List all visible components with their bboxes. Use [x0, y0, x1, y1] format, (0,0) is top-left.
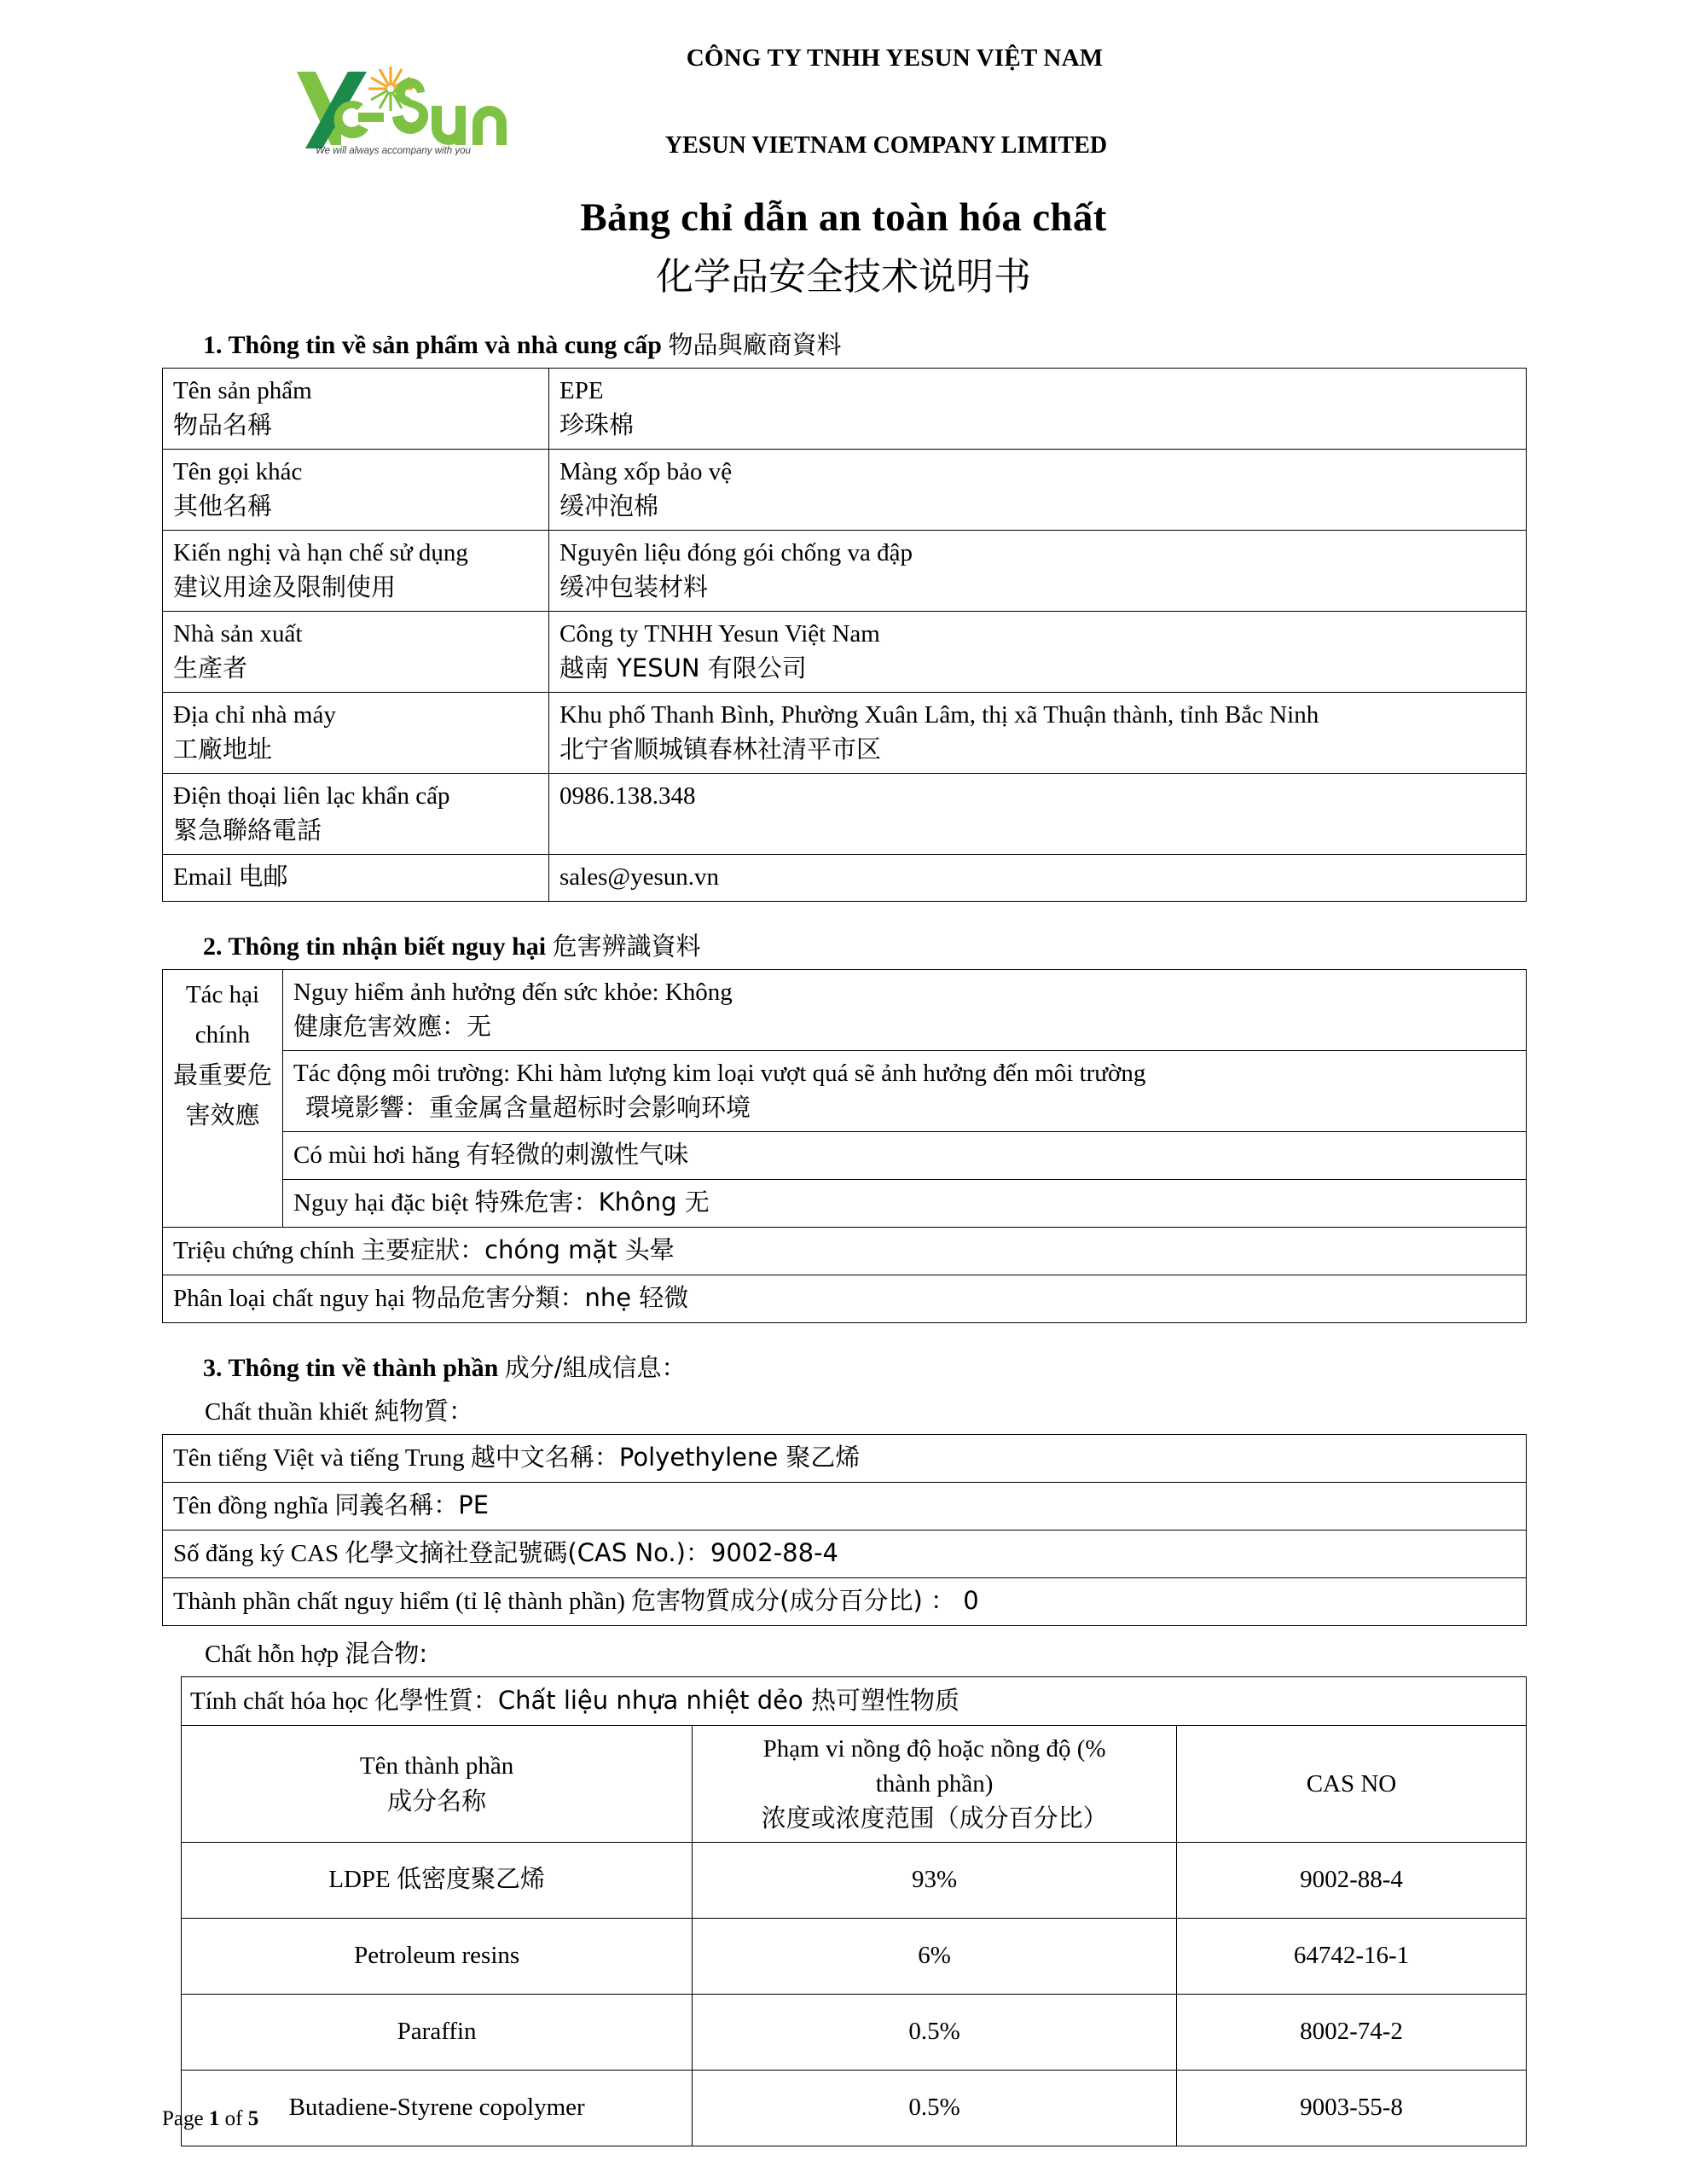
component-concentration: 0.5%	[693, 1994, 1177, 2070]
footer-page-prefix: Page	[162, 2107, 209, 2130]
label-cn: 建议用途及限制使用	[173, 572, 397, 602]
component-concentration: 6%	[693, 1918, 1177, 1994]
label-vn: Email 电邮	[173, 863, 288, 892]
document-body	[0, 326, 1687, 2146]
row-label	[163, 531, 549, 612]
col-header-name-vn: Tên thành phần	[359, 1752, 514, 1780]
row-label	[163, 450, 549, 531]
company-name-english: YESUN VIETNAM COMPANY LIMITED	[664, 132, 1108, 159]
pure-substance-heading	[205, 1392, 1527, 1427]
symptom-vn: Triệu chứng chính	[173, 1237, 355, 1265]
value-cn: 缓冲泡棉	[559, 491, 659, 521]
hazard-vn: Nguy hại đặc biệt	[293, 1189, 469, 1217]
hazard-cn: 環境影響：重金属含量超标时会影响环境	[305, 1093, 751, 1123]
table-row	[182, 2070, 1527, 2146]
value-vn: 0986.138.348	[559, 782, 696, 810]
value-vn: Khu phố Thanh Bình, Phường Xuân Lâm, thị xã Thuận thành, tỉnh Bắc Ninh	[559, 701, 1319, 729]
table-row	[182, 1918, 1527, 1994]
component-concentration: 0.5%	[693, 2070, 1177, 2146]
value-vn: EPE	[559, 377, 604, 404]
hazard-cell	[283, 1051, 1527, 1132]
pure-substance-table	[162, 1434, 1527, 1626]
table-row	[163, 612, 1527, 693]
mixture-table	[181, 1676, 1527, 2146]
section-3-heading	[203, 1349, 1527, 1384]
row-label	[163, 369, 549, 450]
footer-page-total: 5	[247, 2107, 259, 2130]
value-cn: 缓冲包装材料	[559, 572, 709, 602]
hazard-vn: Tác động môi trường: Khi hàm lượng kim loại vượt quá sẽ ảnh hưởng đến môi trường	[293, 1060, 1146, 1088]
label-vn: Điện thoại liên lạc khẩn cấp	[173, 782, 450, 810]
section-2-table	[162, 969, 1527, 1323]
col-header-cas: CAS NO	[1176, 1725, 1526, 1842]
pure-substance-heading-vn: Chất thuần khiết	[205, 1398, 368, 1426]
row-value	[549, 612, 1527, 693]
page-footer	[162, 2107, 258, 2131]
label-vn: Nhà sản xuất	[173, 620, 303, 648]
pure-row-cn: 越中文名稱：Polyethylene 聚乙烯	[470, 1443, 861, 1472]
value-vn: Công ty TNHH Yesun Việt Nam	[559, 620, 880, 648]
pure-substance-heading-cn: 純物質：	[374, 1397, 473, 1426]
table-row	[163, 855, 1527, 902]
table-row	[163, 1578, 1527, 1626]
row-label	[163, 774, 549, 855]
section-1-heading-cn: 物品與廠商資料	[668, 330, 842, 359]
row-value	[549, 531, 1527, 612]
table-row	[163, 1531, 1527, 1578]
table-row	[163, 1051, 1527, 1132]
hazard-cn: 特殊危害：Không 无	[474, 1188, 710, 1217]
hazard-cell	[283, 1180, 1527, 1228]
pure-row-cn: 同義名稱：PE	[334, 1490, 490, 1520]
row-value	[549, 774, 1527, 855]
component-name: Butadiene-Styrene copolymer	[182, 2070, 693, 2146]
value-cn: 北宁省顺城镇春林社清平市区	[559, 735, 882, 764]
side-label-line-1: Tác hại	[185, 981, 260, 1009]
classification-vn: Phân loại chất nguy hại	[173, 1285, 406, 1313]
component-cas: 9002-88-4	[1176, 1842, 1526, 1918]
pure-row-cn: 危害物質成分(成分百分比) ： 0	[631, 1586, 979, 1616]
mixture-property-vn: Tính chất hóa học	[190, 1687, 368, 1716]
table-row	[182, 1842, 1527, 1918]
component-cas: 64742-16-1	[1176, 1918, 1526, 1994]
table-header-row	[182, 1725, 1527, 1842]
pure-row-vn: Tên đồng nghĩa	[173, 1492, 329, 1520]
table-row	[163, 531, 1527, 612]
table-row	[163, 1228, 1527, 1275]
col-header-conc-vn-2: thành phần)	[875, 1769, 994, 1798]
label-vn: Địa chỉ nhà máy	[173, 701, 336, 729]
col-header-conc-cn: 浓度或浓度范围（成分百分比）	[761, 1804, 1108, 1833]
component-name: LDPE 低密度聚乙烯	[182, 1842, 693, 1918]
value-vn: Nguyên liệu đóng gói chống va đập	[559, 539, 913, 567]
table-row	[163, 774, 1527, 855]
hazard-cn: 健康危害效應：无	[293, 1012, 492, 1042]
hazard-cell	[283, 1132, 1527, 1180]
mixture-property-row	[182, 1677, 1527, 1726]
side-label-line-2: chính	[194, 1021, 251, 1049]
value-vn: sales@yesun.vn	[559, 863, 719, 892]
side-label-line-3: 最重要危	[172, 1060, 272, 1090]
section-2-heading-cn: 危害辨識資料	[552, 932, 701, 961]
component-concentration: 93%	[693, 1842, 1177, 1918]
component-name: Paraffin	[182, 1994, 693, 2070]
table-row	[163, 450, 1527, 531]
hazard-cell	[283, 970, 1527, 1051]
symptom-cn: 主要症狀：chóng mặt 头晕	[361, 1235, 675, 1265]
mixture-heading-cn: 混合物:	[345, 1639, 428, 1669]
value-vn: Màng xốp bảo vệ	[559, 458, 733, 486]
table-row	[163, 369, 1527, 450]
table-row	[163, 1435, 1527, 1483]
table-row	[163, 1180, 1527, 1228]
label-vn: Tên gọi khác	[173, 458, 303, 486]
footer-page-current: 1	[208, 2107, 220, 2130]
hazard-cn: 有轻微的刺激性气味	[466, 1140, 689, 1170]
col-header-name-cn: 成分名称	[387, 1786, 487, 1815]
row-label	[163, 855, 549, 902]
col-header-conc-vn-1: Phạm vi nồng độ hoặc nồng độ (%	[762, 1734, 1106, 1763]
document-title-vietnamese: Bảng chỉ dẫn an toàn hóa chất	[580, 195, 1107, 240]
component-cas: 9003-55-8	[1176, 2070, 1526, 2146]
section-1-table	[162, 368, 1527, 902]
section-1-heading-vn: 1. Thông tin về sản phẩm và nhà cung cấp	[203, 331, 662, 359]
side-label-line-4: 害效應	[185, 1101, 260, 1130]
section-2-heading	[203, 927, 1527, 962]
row-value	[549, 450, 1527, 531]
col-header-concentration	[693, 1725, 1177, 1842]
classification-cn: 物品危害分類：nhẹ 轻微	[411, 1283, 689, 1313]
pure-row	[163, 1531, 1527, 1578]
table-row	[163, 1275, 1527, 1323]
row-label	[163, 612, 549, 693]
label-vn: Kiến nghị và hạn chế sử dụng	[173, 539, 468, 567]
hazard-side-label	[163, 970, 283, 1228]
label-cn: 生產者	[173, 653, 248, 683]
hazard-vn: Có mùi hơi hăng	[293, 1141, 460, 1170]
section-1-heading	[203, 326, 1527, 361]
table-row	[163, 693, 1527, 774]
mixture-heading-vn: Chất hỗn hợp	[205, 1641, 339, 1669]
pure-row-vn: Tên tiếng Việt và tiếng Trung	[173, 1444, 465, 1472]
document-title-chinese: 化学品安全技术说明书	[656, 255, 1031, 299]
label-cn: 工廠地址	[173, 735, 273, 764]
row-value	[549, 369, 1527, 450]
pure-row	[163, 1578, 1527, 1626]
footer-page-of: of	[219, 2107, 248, 2130]
col-header-name	[182, 1725, 693, 1842]
pure-row	[163, 1435, 1527, 1483]
row-value	[549, 693, 1527, 774]
section-3-heading-cn: 成分/組成信息：	[504, 1353, 687, 1383]
component-name: Petroleum resins	[182, 1918, 693, 1994]
value-cn: 越南 YESUN 有限公司	[559, 653, 807, 683]
table-row	[182, 1677, 1527, 1726]
table-row	[182, 1994, 1527, 2070]
row-value	[549, 855, 1527, 902]
pure-row-vn: Số đăng ký CAS	[173, 1540, 339, 1568]
label-cn: 物品名稱	[173, 410, 273, 440]
label-cn: 其他名稱	[173, 491, 273, 521]
mixture-heading	[205, 1635, 1527, 1670]
table-row	[163, 1132, 1527, 1180]
pure-row-cn: 化學文摘社登記號碼(CAS No.)：9002-88-4	[345, 1538, 838, 1568]
hazard-vn: Nguy hiểm ảnh hưởng đến sức khỏe: Không	[293, 979, 733, 1007]
section-2-heading-vn: 2. Thông tin nhận biết nguy hại	[203, 932, 547, 961]
table-row	[163, 970, 1527, 1051]
table-row	[163, 1483, 1527, 1531]
symptom-row	[163, 1228, 1527, 1275]
label-cn: 緊急聯絡電話	[173, 816, 322, 845]
classification-row	[163, 1275, 1527, 1323]
mixture-property-cn: 化學性質：Chất liệu nhựa nhiệt dẻo 热可塑性物质	[374, 1686, 959, 1716]
component-cas: 8002-74-2	[1176, 1994, 1526, 2070]
document-header	[0, 0, 1687, 179]
section-3-heading-vn: 3. Thông tin về thành phần	[203, 1354, 499, 1383]
row-label	[163, 693, 549, 774]
logo-tagline: We will always accompany with you	[316, 146, 471, 155]
label-vn: Tên sản phẩm	[173, 377, 312, 404]
value-cn: 珍珠棉	[559, 410, 635, 440]
company-name-vietnamese: CÔNG TY TNHH YESUN VIỆT NAM	[686, 44, 1104, 72]
pure-row-vn: Thành phần chất nguy hiểm (tỉ lệ thành phần)	[173, 1588, 625, 1616]
pure-row	[163, 1483, 1527, 1531]
